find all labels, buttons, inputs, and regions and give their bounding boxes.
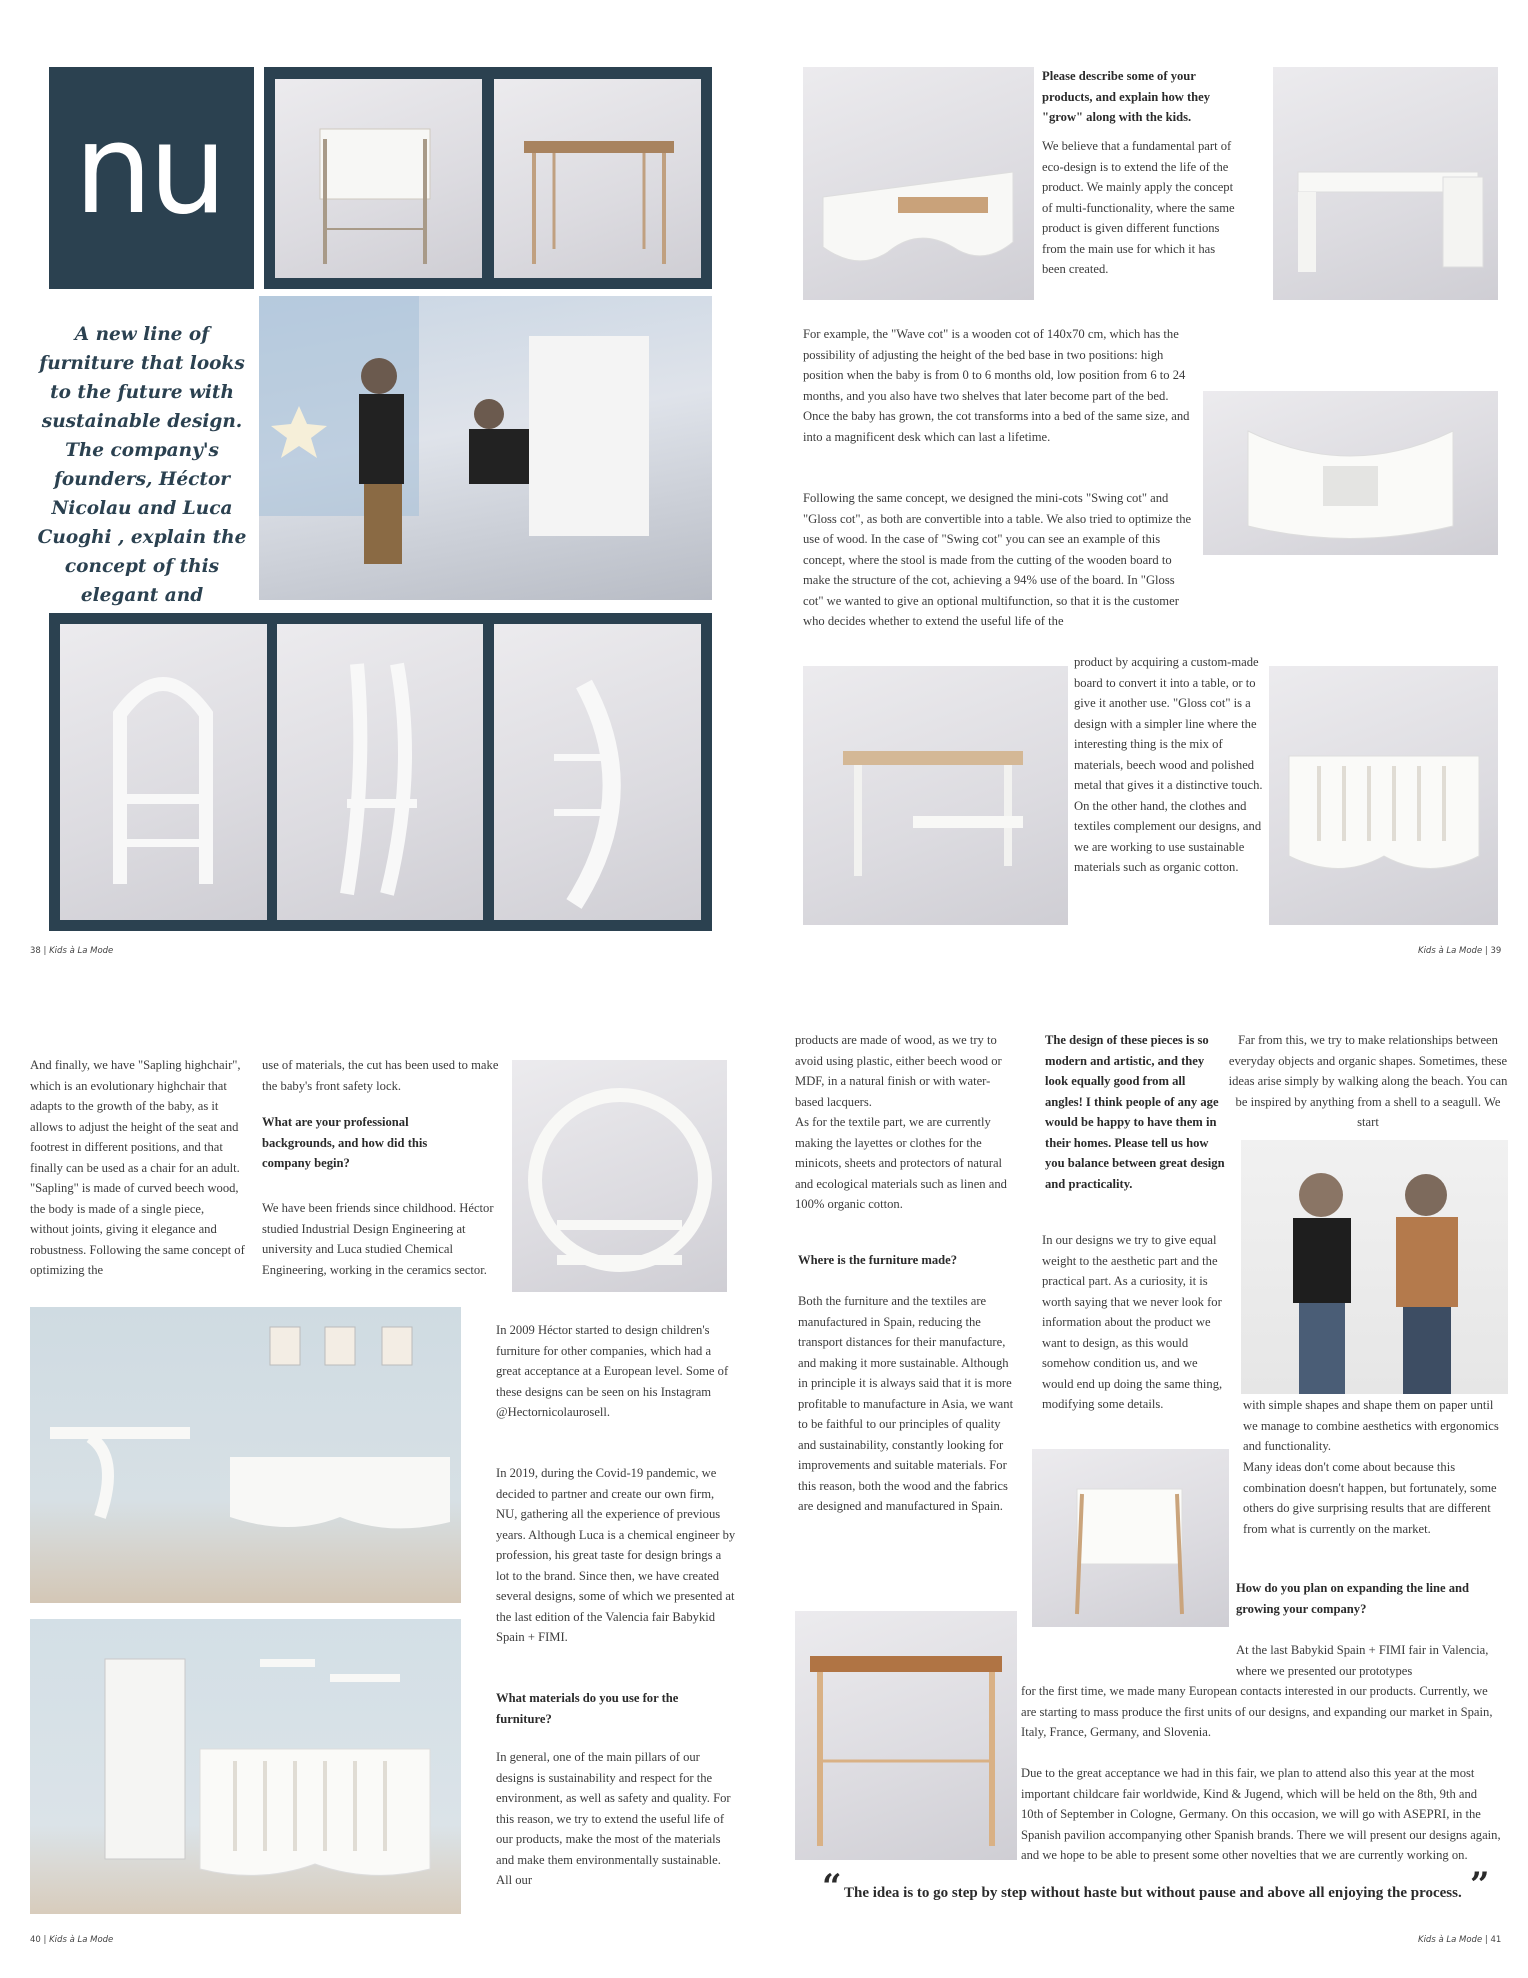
p41-answer-fair: Due to the great acceptance we had in this fair, we plan to attend also this year at the most important childcare fair worldwide, Kind & Jugend, which will be held on the 8th, 9th and 10th of September in Cologne, Germany. On this occasion, we will go with ASEPRI, in the Spanish pavilion accompanying other Spanish brands. There we will present our designs again, and we hope to be able to present some other novelties that we are currently working on.: [1021, 1766, 1501, 1862]
p40-question-background: What are your professional backgrounds, and how did this company begin?: [262, 1115, 428, 1170]
p41-col3-mid-a: with simple shapes and shape them on paper until we manage to combine aesthetics with ergonomics and functionality.: [1243, 1398, 1499, 1453]
p40-answer-background: We have been friends since childhood. Héctor studied Industrial Design Engineering at university and Luca studied Chemical Engineering, working in the ceramics sector.: [262, 1201, 494, 1277]
p40-para-2019: In 2019, during the Covid-19 pandemic, we decided to partner and create our own firm, NU, gathering all the experience of previous years. Although Luca is a chemical engineer by profession, his great taste for design brings a lot to the brand. Since then, we have created several designs, some of which we presented at the last edition of the Valencia fair Babykid Spain + FIMI.: [496, 1466, 736, 1644]
p41-col1-wood: products are made of wood, as we try to avoid using plastic, either beech wood or MDF, in a natural finish or with water-based lacquers.: [795, 1033, 1002, 1109]
photo-highchair-side: [277, 624, 483, 920]
p39-para-mini-cots: Following the same concept, we designed the mini-cots "Swing cot" and "Gloss cot", as both are convertible into a table. We also tried to optimize the use of wood. In the case of "Swing cot" you can see an example of this concept, where the stool is made from the cutting of the wooden board to make the structure of the cot, achieving a 94% use of the board. In "Gloss cot" we wanted to give an optional multifunction, so that it is the customer who decides whether to extend the useful life of the: [803, 491, 1192, 628]
p41-question-made: Where is the furniture made?: [798, 1253, 958, 1267]
folio-page-38: 38 | Kids à La Mode: [30, 946, 114, 956]
photo-swing-cot: [275, 79, 482, 278]
photo-founders-portrait: [1241, 1140, 1508, 1394]
folio-page-39: Kids à La Mode | 39: [1418, 946, 1502, 956]
p41-answer-made: Both the furniture and the textiles are manufactured in Spain, reducing the transport distances for their manufacture, and making it more sustainable. Although in principle it is always said that it is more profitable to manufacture in Asia, we want to be faithful to our principles of quality and sustainability, constantly looking for improvements and suitable materials. For this reason, both the wood and the fabrics are designed and manufactured in Spain.: [798, 1294, 1014, 1513]
p39-para-wave-cot: For example, the "Wave cot" is a wooden cot of 140x70 cm, which has the possibility of adjusting the height of the bed base in two positions: high position when the baby is from 0 to 6 months old, low position from 6 to 24 months, and you also have two shelves that later become part of the bed. Once the baby has grown, the cot transforms into a bed of the same size, and into a magnificent desk which can last a lifetime.: [803, 327, 1190, 444]
folio-page-41: Kids à La Mode | 41: [1418, 1935, 1502, 1945]
p41-col3-top: Far from this, we try to make relationships between everyday objects and organic shapes. Sometimes, these ideas arise simply by walking along the beach. You can be inspired by anything from a shell to a seagull. We start: [1228, 1033, 1508, 1129]
p39-answer-1: We believe that a fundamental part of eco-design is to extend the life of the product. We mainly apply the concept of multi-functionality, where the same product is given different functions from the main use for which it has been created.: [1042, 139, 1235, 276]
p41-answer-expand-b: for the first time, we made many European contacts interested in our products. Currently, we are starting to mass produce the first units of our designs, and expanding our market in Spain, Italy, France, Germany, and Slovenia.: [1021, 1684, 1493, 1739]
p41-answer-design: In our designs we try to give equal weight to the aesthetic part and the practical part. As a curiosity, it is worth saying that we never look for information about the product we want to design, as this would somehow condition us, and we would end up doing the same thing, modifying some details.: [1042, 1233, 1223, 1411]
intro-text: A new line of furniture that looks to the future with sustainable design. The company's founders, Héctor Nicolau and Luca Cuoghi , explain the concept of this elegant and: [37, 324, 247, 606]
photo-highchair-front: [60, 624, 267, 920]
quote-close-mark: ”: [1470, 1865, 1490, 1905]
photo-highchair-profile: [494, 624, 701, 920]
p40-para-2009: In 2009 Héctor started to design children's furniture for other companies, which had a great acceptance at a European level. Some of these designs can be seen on his Instagram @Hectornicolaurosell.: [496, 1323, 729, 1419]
photo-white-desk: [1273, 67, 1498, 300]
quote-open-mark: “: [822, 1867, 842, 1907]
photo-wave-bed: [803, 67, 1034, 300]
folio-page-40: 40 | Kids à La Mode: [30, 1935, 114, 1945]
p41-answer-expand-a: At the last Babykid Spain + FIMI fair in Valencia, where we presented our prototypes: [1236, 1643, 1489, 1678]
p40-col2-top: use of materials, the cut has been used to make the baby's front safety lock.: [262, 1058, 499, 1093]
p39-question-1: Please describe some of your products, and explain how they "grow" along with the kids.: [1042, 69, 1211, 124]
pull-quote: The idea is to go step by step without haste but without pause and above all enjoying the process.: [844, 1885, 1462, 1901]
photo-gloss-cot: [1032, 1449, 1229, 1627]
photo-desk: [494, 79, 701, 278]
photo-table-stool: [803, 666, 1068, 925]
photo-kids-room: [30, 1307, 461, 1603]
photo-wave-cot: [1269, 666, 1498, 925]
photo-swing-cot-white: [1203, 391, 1498, 555]
p41-col1-textile: As for the textile part, we are currently making the layettes or clothes for the minicots, sheets and protectors of natural and ecological materials such as linen and 100% organic cotton.: [795, 1115, 1007, 1211]
photo-swing-cot-round: [512, 1060, 727, 1292]
photo-founders-stand: [259, 296, 712, 600]
photo-nursery: [30, 1619, 461, 1914]
p41-question-design: The design of these pieces is so modern and artistic, and they look equally good from all angles! I think people of any age would be happy to have them in their homes. Please tell us how you balance between great design and practicality.: [1045, 1033, 1225, 1191]
nu-logo: nu: [74, 98, 224, 242]
p39-para-gloss-cot: product by acquiring a custom-made board to convert it into a table, or to give it another use. "Gloss cot" is a design with a simpler line where the interesting thing is the mix of materials, beech wood and polished metal that gives it a distinctive touch. On the other hand, the clothes and textiles complement our designs, and we are working to use sustainable materials such as organic cotton.: [1074, 655, 1263, 874]
p41-col3-mid-b: Many ideas don't come about because this combination doesn't happen, but fortunately, some others do give surprising results that are different from what is currently on the market.: [1243, 1460, 1497, 1536]
p40-question-materials: What materials do you use for the furniture?: [496, 1691, 679, 1726]
p41-question-expand: How do you plan on expanding the line and growing your company?: [1236, 1581, 1470, 1616]
photo-wood-table: [795, 1611, 1017, 1860]
p40-answer-materials: In general, one of the main pillars of our designs is sustainability and respect for the environment, as well as safety and quality. For this reason, we try to extend the useful life of our products, make the most of the materials and make them environmentally sustainable. All our: [496, 1750, 731, 1887]
p40-col1-sapling: And finally, we have "Sapling highchair", which is an evolutionary highchair that adapts to the growth of the baby, as it allows to adjust the height of the seat and footrest in different positions, and that finally can be used as a chair for an adult. "Sapling" is made of curved beech wood, the body is made of a single piece, without joints, giving it elegance and robustness. Following the same concept of optimizing the: [30, 1058, 245, 1277]
